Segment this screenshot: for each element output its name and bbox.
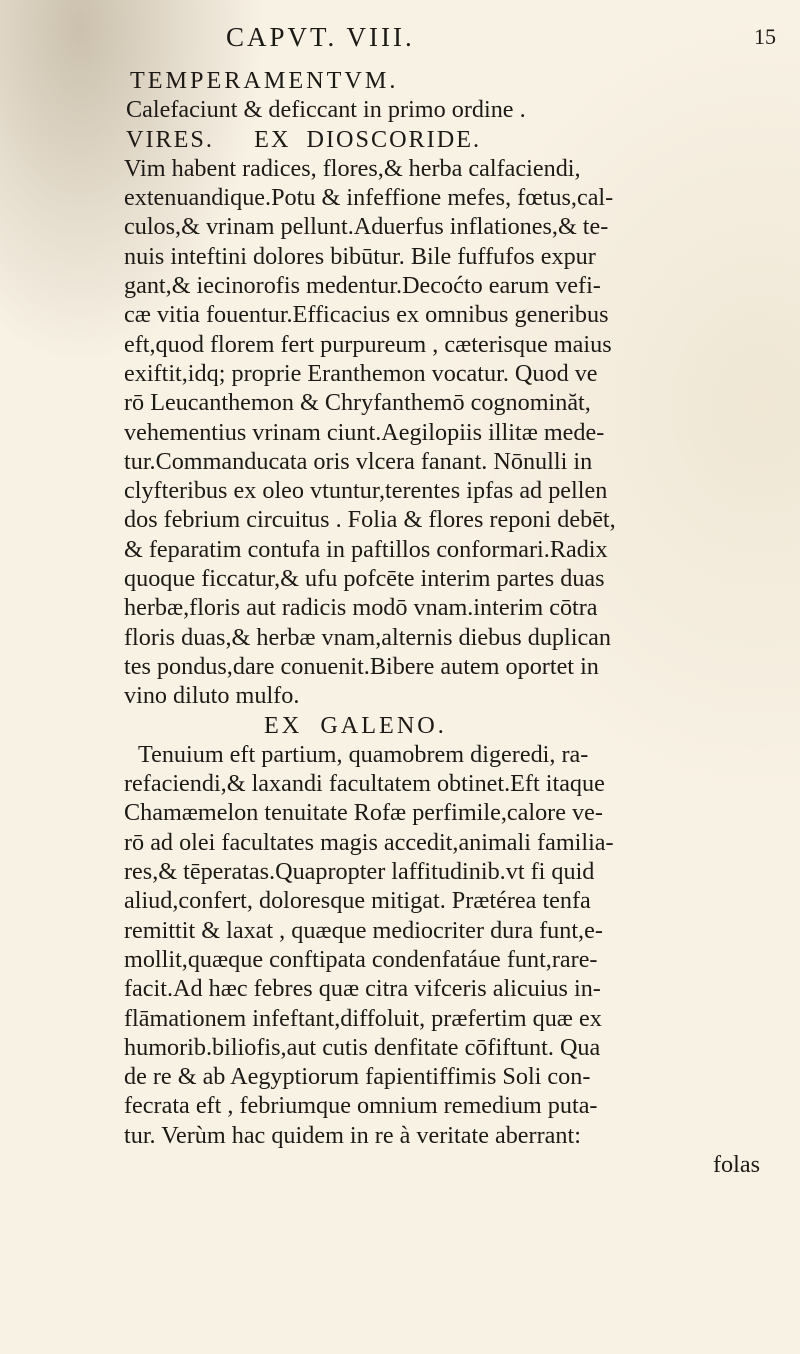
page-number: 15	[754, 24, 776, 49]
text-line: quoque ficcatur,& ufu pofcēte interim partes duas	[124, 565, 605, 593]
text-block	[124, 66, 784, 1179]
text-line: Vim habent radices, flores,& herba calfaciendi,	[124, 154, 581, 182]
galen-heading: EX GALENO.	[264, 711, 447, 739]
text-line: rō Leucanthemon & Chryfanthemō cognominăt,	[124, 389, 591, 417]
catchword: folas	[712, 1150, 760, 1178]
text-line: eft,quod florem fert purpureum , cæterisque maius	[124, 330, 612, 358]
text-line: culos,& vrinam pellunt.Aduerfus inflationes,& te-	[124, 213, 609, 241]
section-title: TEMPERAMENTVM.	[130, 67, 399, 94]
text-line: humorib.biliofis,aut cutis denfitate cōfiftunt. Qua	[124, 1033, 601, 1061]
text-line: facit.Ad hæc febres quæ citra vifceris alicuius in-	[124, 975, 601, 1003]
text-line: rō ad olei facultates magis accedit,animali familia-	[124, 828, 614, 856]
text-line: vino diluto mulfo.	[124, 682, 300, 710]
text-line: nuis inteftini dolores bibūtur. Bile fuffufos expur	[124, 242, 596, 270]
text-line: cæ vitia fouentur.Efficacius ex omnibus generibus	[124, 301, 609, 329]
text-line: tur. Verùm hac quidem in re à veritate aberrant:	[124, 1121, 581, 1149]
text-line: Tenuium eft partium, quamobrem digeredi, ra-	[138, 740, 589, 768]
text-line: de re & ab Aegyptiorum fapientiffimis Soli con-	[124, 1063, 591, 1091]
text-line: vehementius vrinam ciunt.Aegilopiis illitæ mede-	[124, 418, 605, 446]
text-line: clyfteribus ex oleo vtuntur,terentes ipfas ad pellen	[124, 477, 608, 505]
text-line: remittit & laxat , quæque mediocriter dura funt,e-	[124, 916, 603, 944]
text-line: herbæ,floris aut radicis modō vnam.interim cōtra	[124, 594, 598, 622]
page-header	[0, 22, 800, 62]
running-head: CAPVT. VIII.	[226, 22, 415, 52]
text-line: dos febrium circuitus . Folia & flores reponi debēt,	[124, 506, 616, 534]
text-line: floris duas,& herbæ vnam,alternis diebus duplican	[124, 623, 612, 651]
text-line: res,& tēperatas.Quapropter laffitudinib.vt fi quid	[124, 858, 595, 886]
text-line: Chamæmelon tenuitate Rofæ perfimile,calore ve-	[124, 799, 603, 827]
text-line: fecrata eft , febriumque omnium remedium puta-	[124, 1092, 598, 1120]
text-line: flāmationem infeftant,diffoluit, præfertim quæ ex	[124, 1004, 602, 1032]
paragraph-galen	[124, 740, 784, 1150]
text-line: exiftit,idq; proprie Eranthemon vocatur. Quod ve	[124, 359, 598, 387]
text-line: extenuandique.Potu & infeffione mefes, fœtus,cal-	[124, 184, 614, 212]
text-line: refaciendi,& laxandi facultatem obtinet.Eft itaque	[124, 770, 605, 798]
text-line: tes pondus,dare conuenit.Bibere autem oportet in	[124, 652, 599, 680]
text-line: & feparatim contufa in paftillos conformari.Radix	[124, 535, 608, 563]
first-line: Calefaciunt & deficcant in primo ordine .	[126, 96, 526, 124]
text-line: mollit,quæque conftipata condenfatáue funt,rare-	[124, 945, 598, 973]
paragraph-dioscorides	[124, 154, 784, 711]
text-line: tur.Commanducata oris vlcera fanant. Nōnulli in	[124, 447, 593, 475]
text-line: aliud,confert, doloresque mitigat. Prætérea tenfa	[124, 887, 591, 915]
text-line: gant,& iecinorofis medentur.Decoćto earum vefi-	[124, 272, 601, 300]
vires-heading: VIRES. EX DIOSCORIDE.	[126, 125, 482, 153]
